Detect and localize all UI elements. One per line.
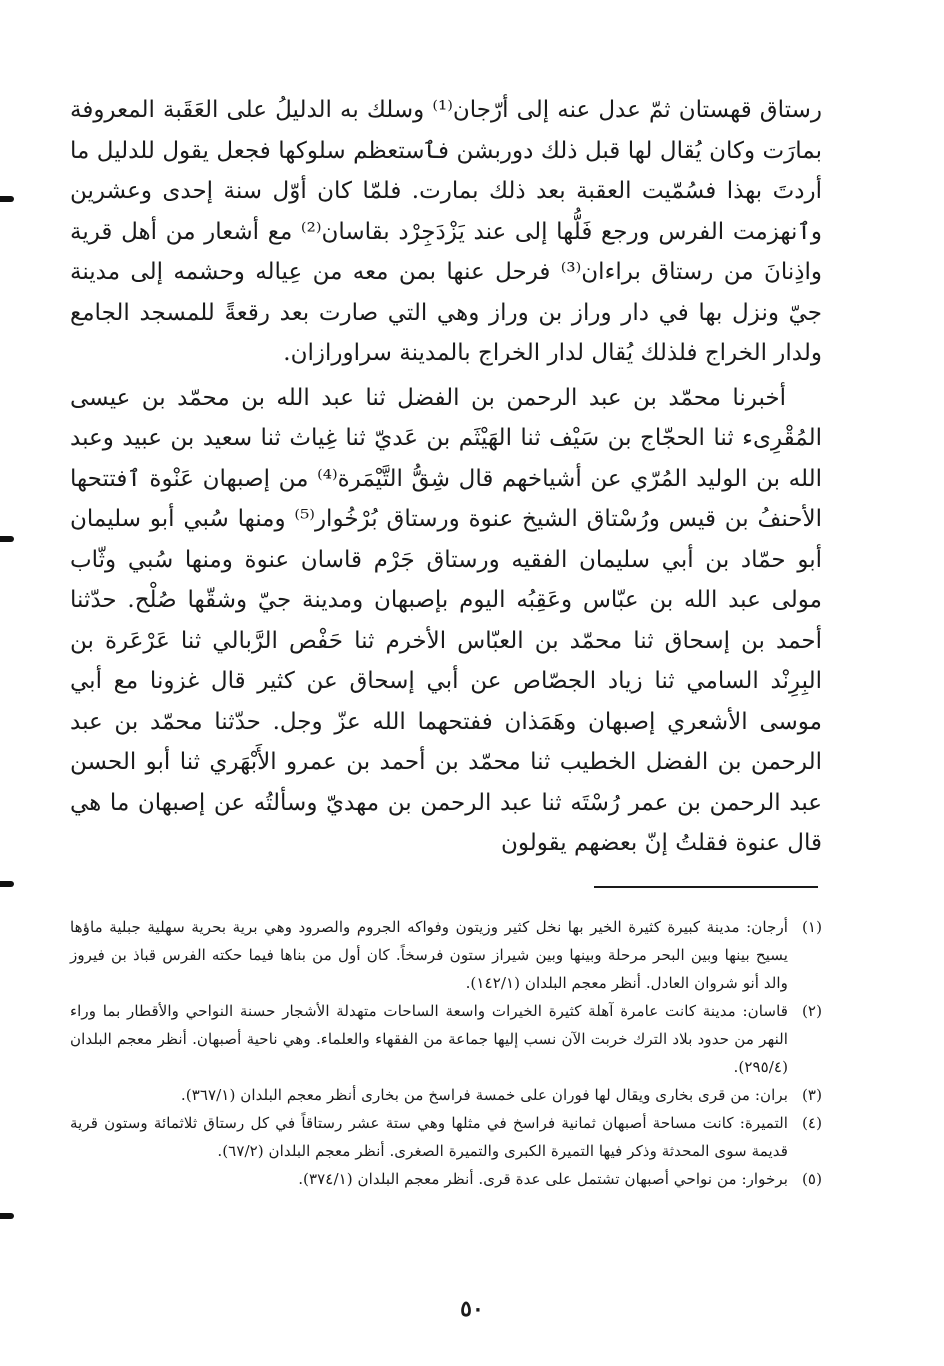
footnote (70, 1081, 822, 1109)
footnote-number: (٥) (801, 1170, 822, 1188)
scan-edge-mark (0, 881, 14, 887)
body-paragraph: رستاق قهستان ثمّ عدل عنه إلى أرّجان⁽¹⁾ وسلك به الدليلُ على العَقَبة المعروفة بمارَت وكان يُقال لها قبل ذلك دوربشن فٱستعظم سلوكها فجعل يقول للدليل ما أردتَ بهذا فسُمّيت العقبة بعد ذلك بمارت. فلمّا كان أوّل سنة إحدى وعشرين وٱنهزمت الفرس ورجع فَلُّها إلى عند يَزْدَجِرْد بقاسان⁽²⁾ مع أشعار من أهل قرية واذِنانَ من رستاق براءان⁽³⁾ فرحل عنها بمن معه من عِياله وحشمه إلى مدينة جيّ ونزل بها في دار وراز بن وراز وهي التي صارت بعد رقعةً للمسجد الجامع ولدار الخراج فلذلك يُقال لدار الخراج بالمدينة سراورازان. (70, 97, 822, 366)
scan-edge-mark (0, 196, 14, 202)
footnote-divider (594, 886, 818, 888)
main-text (70, 90, 822, 864)
scan-edge-mark (0, 1213, 14, 1219)
footnotes (70, 913, 822, 1193)
footnote-text: قاسان: مدينة كانت عامرة آهلة كثيرة الخيرات واسعة الساحات متهدلة الأشجار حسنة النواحي والأقطار بما وراء النهر من حدود بلاد الترك خربت الآن نسب إليها جماعة من الفقهاء والعلماء. وهي ناحية أصبهان. أنظر معجم البلدان (٢٩٥/٤). (70, 1002, 788, 1076)
body-paragraph: أخبرنا محمّد بن عبد الرحمن بن الفضل ثنا عبد الله بن محمّد بن عيسى المُقْرِىء ثنا الحجّاج بن سَيْف ثنا الهَيْثَم بن عَديّ ثنا غِياث ثنا سعيد بن عبيد وعبد الله بن الوليد المُرّي عن أشياخهم قال شِقُّ التَّيْمَرة⁽⁴⁾ من إصبهان عَنْوة ٱفتتحها الأحنفُ بن قيس ورُسْتاق الشيخ عنوة ورستاق بُرْخُوار⁽⁵⁾ ومنها سُبي أبو سليمان أبو حمّاد بن أبي سليمان الفقيه ورستاق جَرْم قاسان عنوة ومنها سُبي وثّاب مولى عبد الله بن عبّاس وعَقِبُه اليوم بإصبهان ومدينة جيّ وشقّها صُلْح. حدّثنا أحمد بن إسحاق ثنا محمّد بن العبّاس الأخرم ثنا حَفْص الرَّبالي ثنا عَرْعَرة بن البِرِنْد السامي ثنا زياد الجصّاص عن أبي إسحاق عن كثير قال غزونا مع أبي موسى الأشعري إصبهان وهَمَذان ففتحهما الله عزّ وجل. حدّثنا محمّد بن عبد الرحمن بن الفضل الخطيب ثنا محمّد بن أحمد بن عمرو الأَبْهَري ثنا أبو الحسن عبد الرحمن بن عمر رُسْتَه ثنا عبد الرحمن بن مهديّ وسألتُه عن إصبهان ما هي قال عنوة فقلتُ إنّ بعضهم يقولون (70, 384, 822, 856)
footnote-text: أرجان: مدينة كبيرة كثيرة الخير بها نخل كثير وزيتون وفواكه الجروم والصرود وهي برية بحرية سهلية جبلية ماؤها يسيح بينها وبين البحر مرحلة وبينها وبين شيراز ستون فرسخاً. كان أول من بناها فيما حكته الفرس قباذ بن فيروز والد أنو شروان العادل. أنظر معجم البلدان (١٤٢/١). (70, 918, 788, 992)
footnote (70, 913, 822, 997)
footnote-number: (٢) (801, 1002, 822, 1020)
footnote (70, 1165, 822, 1193)
footnote-number: (٤) (801, 1114, 822, 1132)
footnote-text: التميرة: كانت مساحة أصبهان ثمانية فراسخ في مثلها وهي ستة عشر رستاقاً في كل رستاق ثلاثمائة وستون قرية قديمة سوى المحدثة وذكر فيها التميرة الكبرى والتميرة الصغرى. أنظر معجم البلدان (٦٧/٢). (70, 1114, 788, 1160)
scan-edge-mark (0, 536, 14, 542)
footnote (70, 1109, 822, 1165)
footnote-text: بران: من قرى بخارى ويقال لها فوران على خمسة فراسخ من بخارى أنظر معجم البلدان (٣٦٧/١). (180, 1086, 788, 1104)
footnote-number: (١) (801, 918, 822, 936)
page-number: ٥٠ (460, 1296, 484, 1322)
footnote (70, 997, 822, 1081)
footnote-number: (٣) (801, 1086, 822, 1104)
footnote-text: برخوار: من نواحي أصبهان تشتمل على عدة قرى. أنظر معجم البلدان (٣٧٤/١). (298, 1170, 788, 1188)
